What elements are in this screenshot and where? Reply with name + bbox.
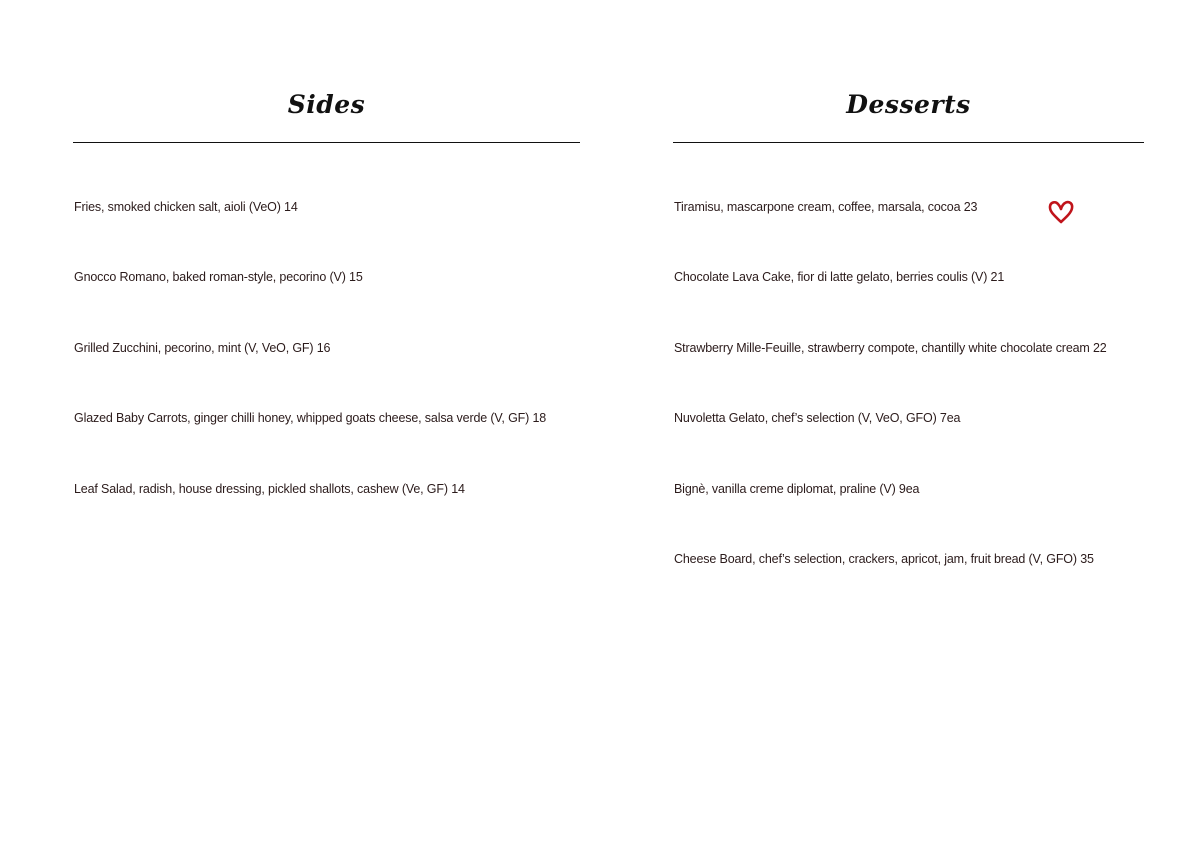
menu-item: Grilled Zucchini, pecorino, mint (V, VeO, GF) 16	[74, 341, 331, 355]
menu-item: Fries, smoked chicken salt, aioli (VeO) 14	[74, 200, 298, 214]
menu-item: Leaf Salad, radish, house dressing, pickled shallots, cashew (Ve, GF) 14	[74, 482, 465, 496]
menu-item: Chocolate Lava Cake, fior di latte gelato, berries coulis (V) 21	[674, 270, 1005, 284]
desserts-divider	[673, 142, 1144, 143]
menu-item: Cheese Board, chef’s selection, crackers, apricot, jam, fruit bread (V, GFO) 35	[674, 552, 1094, 566]
menu-item: Bignè, vanilla creme diplomat, praline (V) 9ea	[674, 482, 920, 496]
menu-item: Strawberry Mille-Feuille, strawberry compote, chantilly white chocolate cream 22	[674, 341, 1107, 355]
menu-item: Tiramisu, mascarpone cream, coffee, marsala, cocoa 23	[674, 200, 978, 214]
sides-divider	[73, 142, 580, 143]
menu-item: Gnocco Romano, baked roman-style, pecorino (V) 15	[74, 270, 363, 284]
menu-item: Glazed Baby Carrots, ginger chilli honey, whipped goats cheese, salsa verde (V, GF) 18	[74, 411, 547, 425]
heart-icon	[1046, 198, 1076, 226]
desserts-title: Desserts	[846, 90, 971, 119]
sides-title: Sides	[287, 90, 366, 119]
menu-item: Nuvoletta Gelato, chef’s selection (V, VeO, GFO) 7ea	[674, 411, 961, 425]
